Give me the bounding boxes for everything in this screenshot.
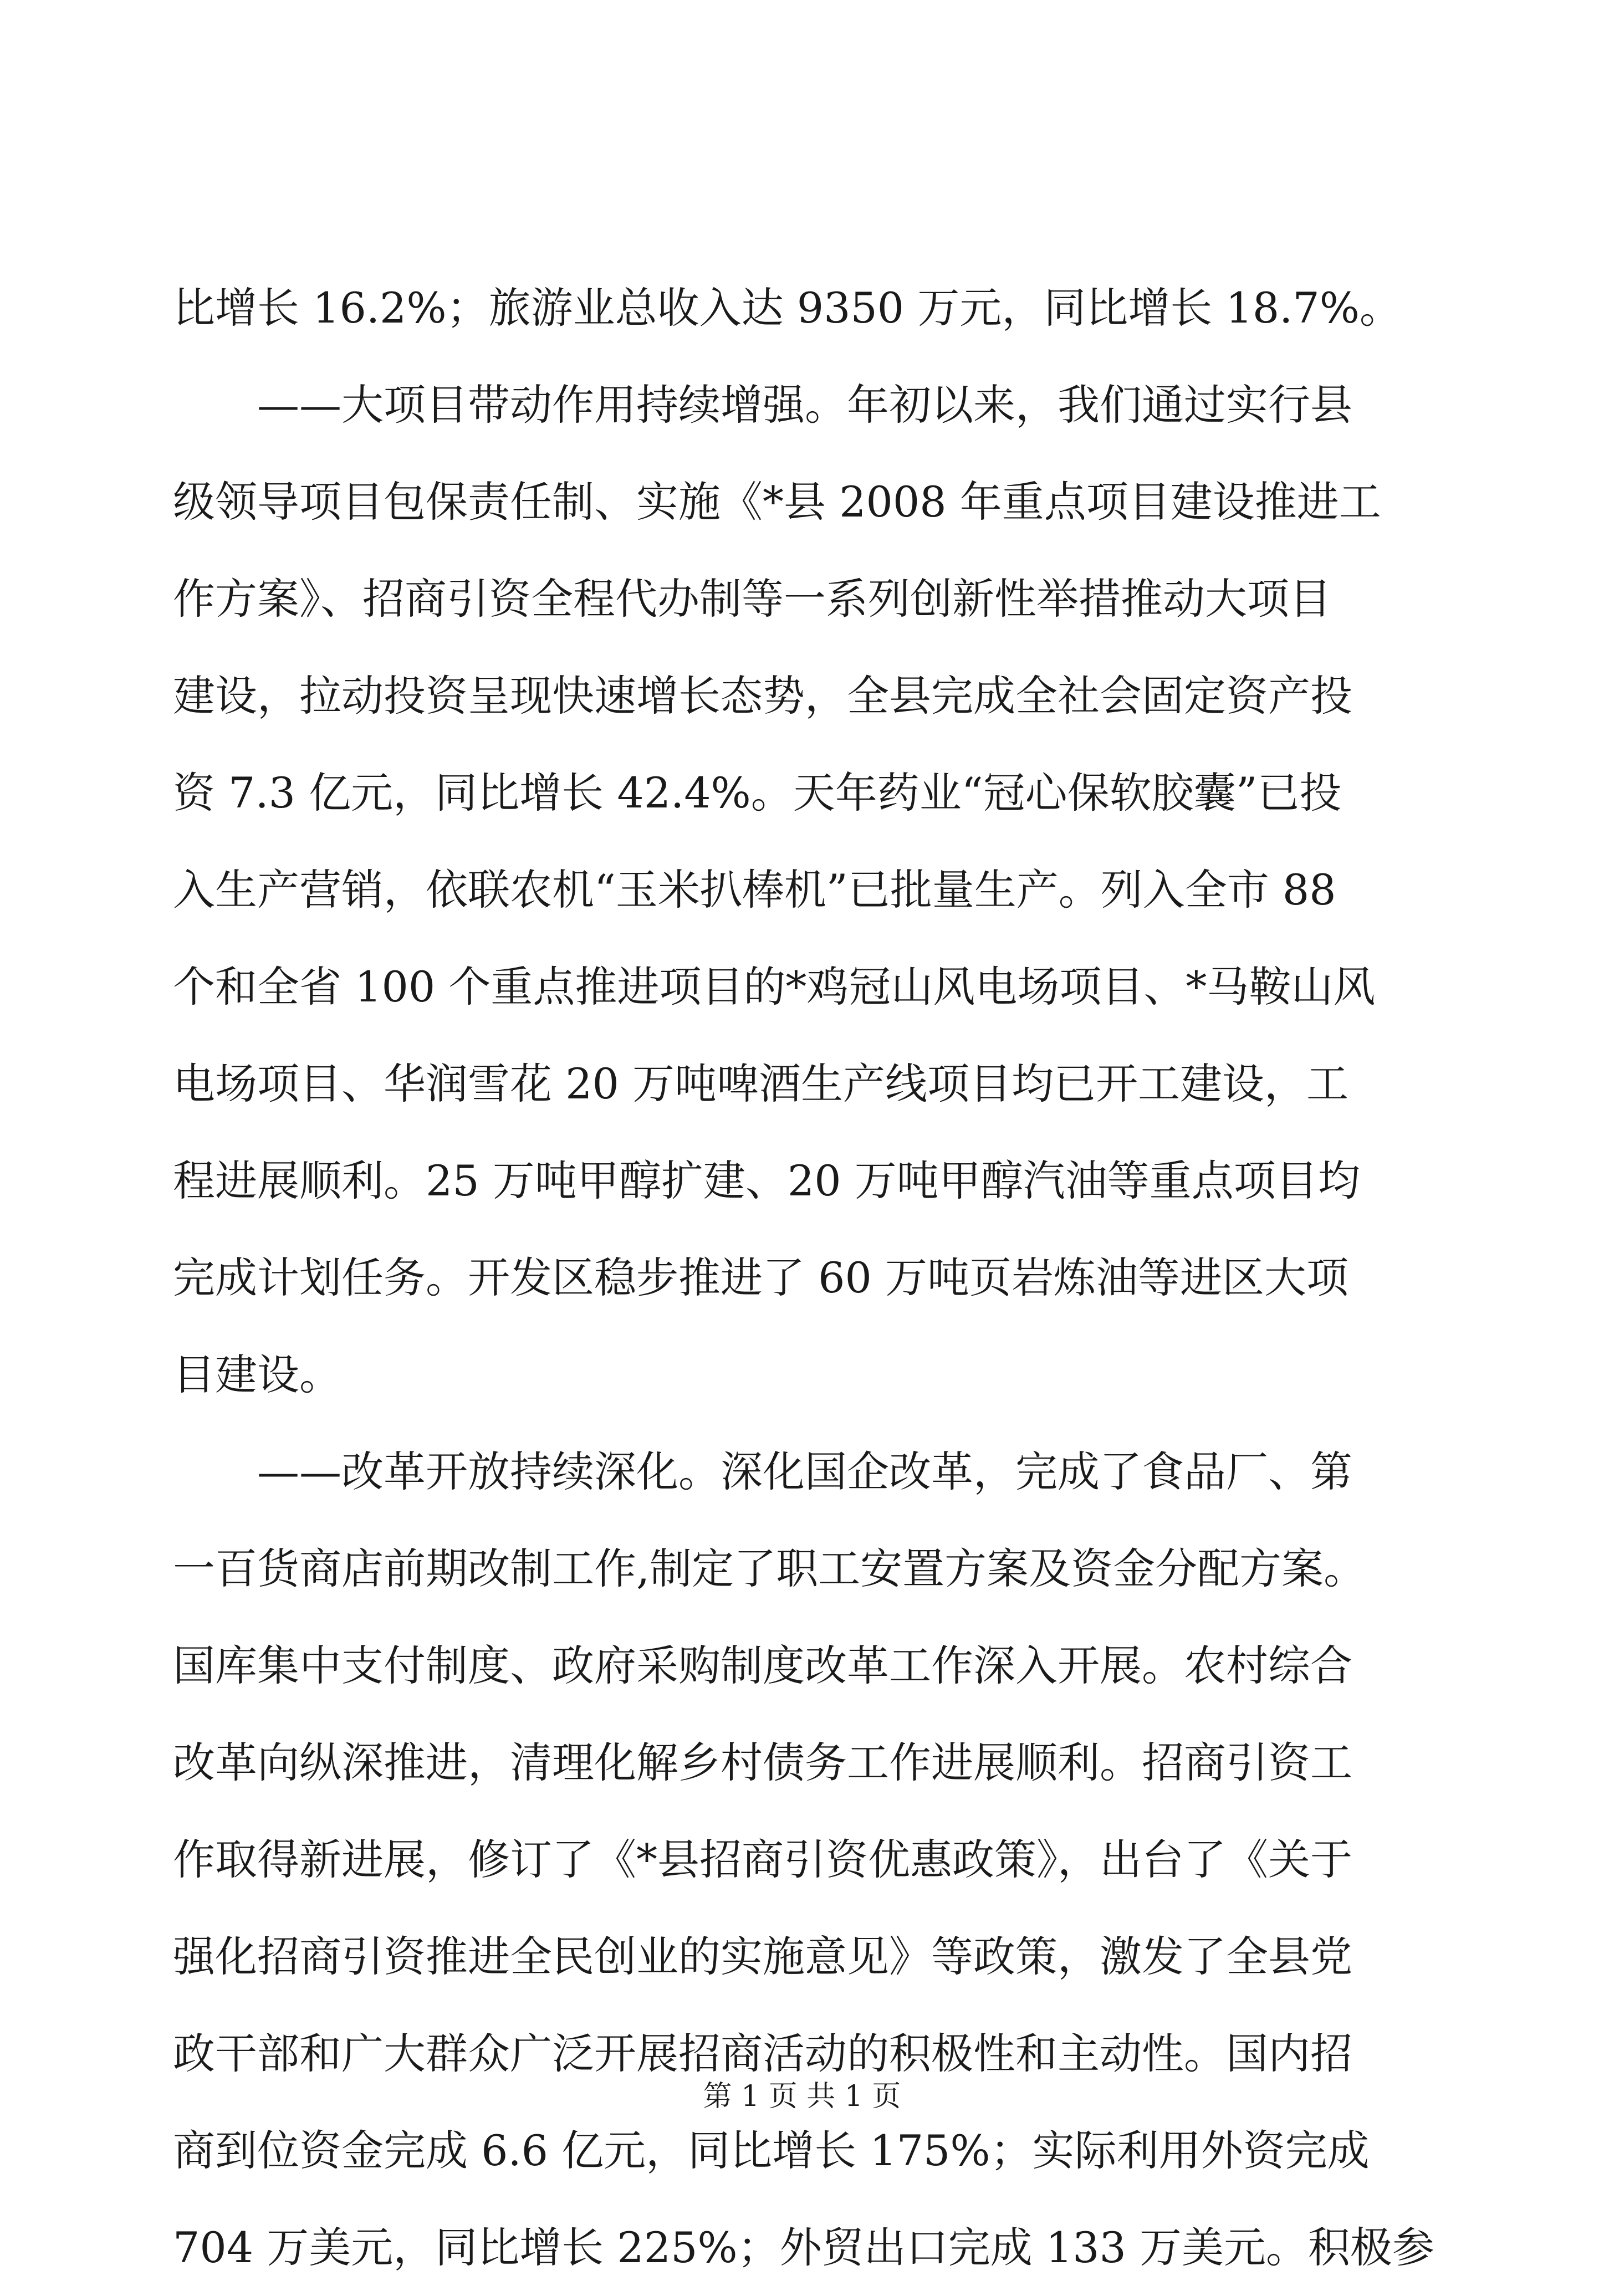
text-line: 改革向纵深推进，清理化解乡村债务工作进展顺利。招商引资工 bbox=[173, 1738, 1352, 1787]
text-line: 一百货商店前期改制工作,制定了职工安置方案及资金分配方案。 bbox=[173, 1544, 1366, 1593]
text-line: 商到位资金完成 6.6 亿元，同比增长 175%；实际利用外资完成 bbox=[173, 2126, 1370, 2175]
text-line: 作方案》、招商引资全程代办制等一系列创新性举措推动大项目 bbox=[173, 574, 1331, 623]
text-line: 强化招商引资推进全民创业的实施意见》等政策，激发了全县党 bbox=[173, 1932, 1352, 1981]
text-line: 完成计划任务。开发区稳步推进了 60 万吨页岩炼油等进区大项 bbox=[173, 1253, 1349, 1302]
text-line: 资 7.3 亿元，同比增长 42.4%。天年药业“冠心保软胶囊”已投 bbox=[173, 768, 1342, 817]
text-line: 电场项目、华润雪花 20 万吨啤酒生产线项目均已开工建设，工 bbox=[173, 1059, 1349, 1108]
text-line: 程进展顺利。25 万吨甲醇扩建、20 万吨甲醇汽油等重点项目均 bbox=[173, 1156, 1360, 1205]
document-body bbox=[173, 259, 1435, 2296]
text-line: ——改革开放持续深化。深化国企改革，完成了食品厂、第 bbox=[173, 1447, 1352, 1496]
page-footer: 第 1 页 共 1 页 bbox=[703, 2080, 901, 2113]
text-line: 704 万美元，同比增长 225%；外贸出口完成 133 万美元。积极参 bbox=[173, 2223, 1435, 2272]
text-line: 建设，拉动投资呈现快速增长态势，全县完成全社会固定资产投 bbox=[173, 671, 1352, 720]
text-line: 级领导项目包保责任制、实施《*县 2008 年重点项目建设推进工 bbox=[173, 477, 1381, 526]
text-line: 国库集中支付制度、政府采购制度改革工作深入开展。农村综合 bbox=[173, 1641, 1352, 1690]
text-line: 个和全省 100 个重点推进项目的*鸡冠山风电场项目、*马鞍山风 bbox=[173, 962, 1376, 1011]
text-line: ——大项目带动作用持续增强。年初以来，我们通过实行县 bbox=[173, 380, 1352, 429]
text-line: 比增长 16.2%；旅游业总收入达 9350 万元，同比增长 18.7%。 bbox=[173, 283, 1402, 333]
text-line: 作取得新进展，修订了《*县招商引资优惠政策》，出台了《关于 bbox=[173, 1835, 1352, 1884]
text-line: 目建设。 bbox=[173, 1350, 341, 1399]
text-line: 入生产营销，依联农机“玉米扒棒机”已批量生产。列入全市 88 bbox=[173, 865, 1336, 914]
text-line: 政干部和广大群众广泛开展招商活动的积极性和主动性。国内招 bbox=[173, 2029, 1352, 2078]
